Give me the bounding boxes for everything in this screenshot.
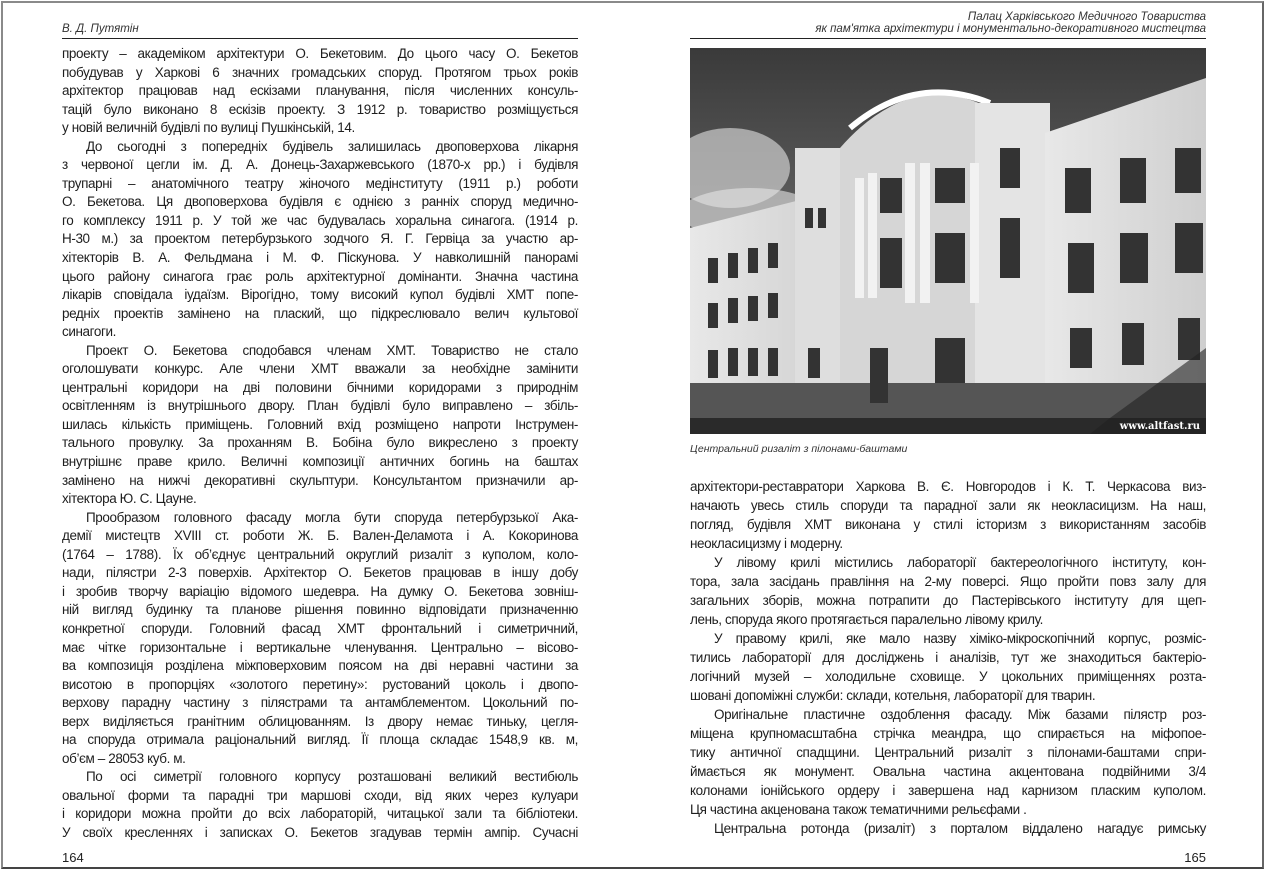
text-line: ва композиція розділена міжповерховим поясом на дві неравні частини за	[62, 658, 578, 674]
text-line: колонами іонійського ордеру і завершена над карнизом пласким куполом.	[690, 783, 1206, 798]
text-line: внутрішнє праве крило. Величні композиції античних богинь на баштах	[62, 454, 578, 470]
paragraph	[690, 819, 1206, 838]
header-rule	[690, 38, 1206, 39]
text-line: Проект О. Бекетова сподобався членам ХМТ. Товариство не стало	[86, 342, 578, 358]
text-line: По осі симетрії головного корпусу розташовані великий вестибюль	[86, 769, 578, 785]
text-line: шовані допоміжні служби: склади, котельня, лабораторії для тварин.	[690, 688, 1096, 703]
text-line: шилась кількість приміщень. Головний вхід розміщено напроти Інструмен-	[62, 416, 578, 432]
paragraph	[690, 477, 1206, 553]
text-line: (1764 – 1788). Їх об’єднує центральний округлий ризаліт з куполом, коло-	[62, 546, 578, 562]
text-line: міщена крупномасштабна стрічка меандра, що спирається на міфопое-	[690, 726, 1206, 741]
text-line: демії мистецтв XVIII ст. роботи Ж. Б. Вален-Деламота і А. Кокоринова	[62, 528, 578, 544]
paragraph	[690, 553, 1206, 629]
text-line: О. Бекетова. Ця двоповерхова будівля є однією з ранніх споруд медично-	[62, 194, 578, 210]
text-line: хітектора Ю. С. Цауне.	[62, 491, 197, 507]
text-line: центральні коридори на дві половини бічними коридорами з природнім	[62, 379, 578, 395]
text-line: архітектори-реставратори Харкова В. Є. Новгородов і К. Т. Черкасова виз-	[690, 479, 1206, 494]
running-head-author: В. Д. Путятін	[62, 23, 139, 35]
text-line: Оригінальне пластичне оздоблення фасаду. Між базами пілястр роз-	[714, 707, 1206, 722]
text-line: і коридори можна пройти до всіх лабораторій, читацької зали та бібліотеки.	[62, 806, 578, 822]
text-line: У правому крилі, яке мало назву хіміко-мікроскопічний корпус, розміс-	[714, 631, 1206, 646]
text-line: У лівому крилі містились лабораторії бактереологічного інституту, кон-	[714, 555, 1206, 570]
paragraph	[690, 705, 1206, 819]
text-line: неокласицизму і модерну.	[690, 536, 843, 551]
text-line: трупарні – анатомічного театру жіночого медінституту (1911 р.) роботи	[62, 175, 578, 191]
text-line: замінено на нижчі декоративні скульптури. Консультантом призначили ар-	[62, 472, 578, 488]
body-text	[690, 477, 1206, 838]
photo-caption: Центральний ризаліт з пілонами-баштами	[690, 443, 908, 455]
text-line: висотою в пропорціях «золотого перетину»: рустований цоколь і двопо-	[62, 676, 578, 692]
text-line: Центральна ротонда (ризаліт) з порталом віддалено нагадує римську	[714, 821, 1206, 836]
text-line: верхову парадну частину з пілястрами та антамблементом. Цокольний по-	[62, 695, 578, 711]
text-line: лень, споруда якого протягається паралельно лівому крилу.	[690, 612, 1043, 627]
text-line: верх виділяється гранітним облицюванням. Із двору немає тиньку, цегля-	[62, 713, 578, 729]
text-line: загальних зборів, можна потрапити до Пастерівського інституту для щеп-	[690, 593, 1206, 608]
page-number: 165	[1184, 850, 1206, 865]
text-line: го комплексу 1911 р. У той же час будувалась хоральна синагога. (1914 р.	[62, 212, 578, 228]
text-line: начають увесь стиль споруди та парадної зали як неокласицизм. На наш,	[690, 498, 1206, 513]
text-line: має чітке горизонтальне і вертикальне членування. Центрально – вісово-	[62, 639, 578, 655]
text-line: тального провулку. За проханням В. Бобіна було викреслено з проекту	[62, 435, 578, 451]
text-line: об’єм – 28053 куб. м.	[62, 750, 186, 766]
text-line: ймається як монумент. Овальна частина акцентована подвійними 3/4	[690, 764, 1206, 779]
running-head-title	[690, 11, 1206, 35]
text-line: архітектор працював над ескізами планування, після численних консуль-	[62, 83, 578, 99]
text-line: на споруда отримала раціональний вигляд. Її площа складає 1548,9 кв. м,	[62, 732, 578, 748]
text-line: погляд, будівля ХМТ виконана у стилі історизм з використанням засобів	[690, 517, 1206, 532]
text-line: освітленням із внутрішнього двору. План будівлі було виправлено – збіль-	[62, 398, 578, 414]
text-line: конкретної споруди. Головний фасад ХМТ фронтальний і симетричний,	[62, 620, 578, 636]
text-line: ній вигляд будинку та планове рішення повинно відповідати призначенню	[62, 602, 578, 618]
photo-watermark: www.altfast.ru	[1119, 421, 1200, 432]
running-head-line-2: як пам'ятка архітектури і монументально-декоративного мистецтва	[815, 23, 1206, 35]
text-line: з червоної цегли ім. Д. А. Донець-Захаржевського (1870-х рр.) і будівля	[62, 157, 578, 173]
building-photo	[690, 48, 1206, 434]
text-line: тику античної спадщини. Центральний ризаліт з пілонами-баштами спри-	[690, 745, 1206, 760]
text-line: і зробив творчу варіацію відомого шедевра. На думку О. Бекетова зовніш-	[62, 583, 578, 599]
page-number: 164	[62, 850, 84, 865]
text-line: тацій було виконано 8 ескізів проекту. З 1912 р. товариство розміщується	[62, 101, 578, 117]
text-line: синагоги.	[62, 324, 117, 340]
text-line: тились лабораторії для досліджень і аналізів, тут же знаходиться бактеріо-	[690, 650, 1206, 665]
text-line: У своїх кресленнях і записках О. Бекетов згадував термін ампір. Сучасні	[62, 824, 578, 840]
text-line: тора, зала засідань правління на 2-му поверсі. Ящо пройти повз залу для	[690, 574, 1206, 589]
text-line: Прообразом головного фасаду могла бути споруда петербурзької Ака-	[86, 509, 578, 525]
text-line: у новій величній будівлі по вулиці Пушкінській, 14.	[62, 120, 355, 136]
text-line: проекту – академіком архітектури О. Бекетовим. До цього часу О. Бекетов	[62, 46, 578, 61]
text-line: До сьогодні з попередніх будівель залишилась двоповерхова лікарня	[86, 138, 578, 154]
text-line: овальної форми та парадні три маршові сходи, від яких через кулуари	[62, 787, 578, 803]
running-head-line-1: Палац Харківського Медичного Товариства	[967, 11, 1206, 23]
text-line: цього району синагога грає роль архітектурної домінанти. Значна частина	[62, 268, 578, 284]
text-line: оголошувати конкурс. Але члени ХМТ вважали за необхідне замінити	[62, 361, 578, 377]
text-line: нади, пілястри 2-3 поверхів. Архітектор О. Бекетов працював в іншу добу	[62, 565, 578, 581]
text-line: побудував у Харкові 6 значних громадських споруд. Протягом трьох років	[62, 64, 578, 80]
text-line: логічний музей – холодильне сховище. У цокольних приміщеннях розта-	[690, 669, 1206, 684]
text-line: Н-30 м.) за проектом петербурзького зодчого Я. Г. Гервіца за участю ар-	[62, 231, 578, 247]
text-line: хітекторів В. А. Фельдмана і М. Ф. Піскунова. У навколишній панорамі	[62, 250, 578, 266]
text-line: редніх проектів замінено на плаский, що підкреслювало велич культової	[62, 305, 578, 321]
paragraph	[690, 629, 1206, 705]
text-line: лікарів сповідала іудаїзм. Вірогідно, тому високий купол будівлі ХМТ попе-	[62, 287, 578, 303]
text-line: Ця частина акценована також тематичними рельєфами .	[690, 802, 1027, 817]
